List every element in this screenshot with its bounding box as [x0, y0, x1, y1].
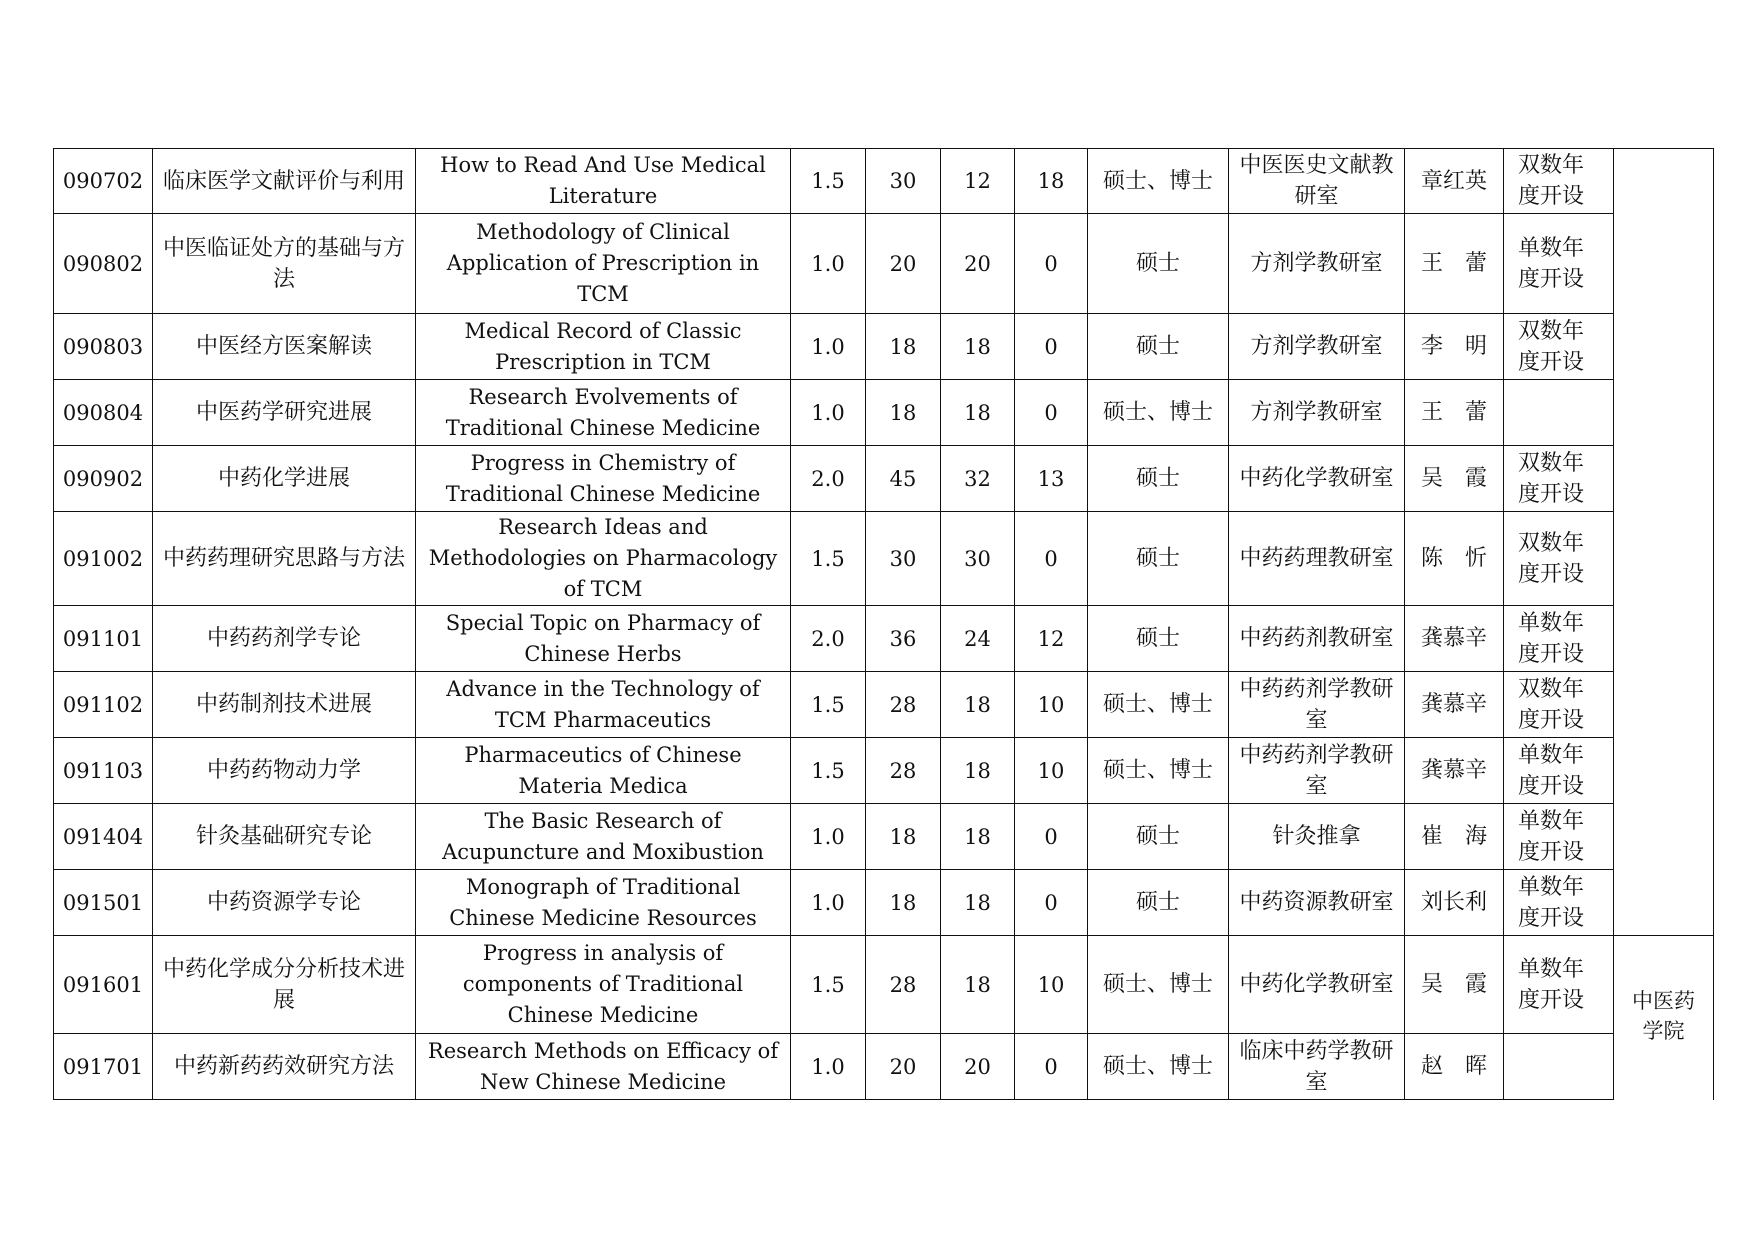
- course-code: 090902: [54, 446, 153, 512]
- course-practice-hours: 0: [1015, 380, 1088, 446]
- course-credits: 1.0: [791, 804, 866, 870]
- course-name-en: Monograph of Traditional Chinese Medicine Resources: [416, 870, 791, 936]
- course-credits: 1.0: [791, 314, 866, 380]
- course-code: 091701: [54, 1034, 153, 1100]
- course-teacher: 王 蕾: [1405, 214, 1504, 314]
- course-credits: 1.0: [791, 870, 866, 936]
- table-row: [54, 446, 1714, 512]
- course-level: 硕士、博士: [1088, 738, 1229, 804]
- course-name-en: Research Ideas and Methodologies on Pharmacology of TCM: [416, 512, 791, 606]
- course-name-en: Special Topic on Pharmacy of Chinese Herbs: [416, 606, 791, 672]
- course-practice-hours: 18: [1015, 149, 1088, 214]
- course-department: 中药化学教研室: [1229, 446, 1405, 512]
- course-credits: 1.0: [791, 1034, 866, 1100]
- course-level: 硕士: [1088, 214, 1229, 314]
- course-lecture-hours: 18: [941, 314, 1015, 380]
- course-code: 090803: [54, 314, 153, 380]
- course-teacher: 龚慕辛: [1405, 738, 1504, 804]
- course-level: 硕士: [1088, 870, 1229, 936]
- course-credits: 1.5: [791, 149, 866, 214]
- course-level: 硕士、博士: [1088, 380, 1229, 446]
- course-level: 硕士: [1088, 606, 1229, 672]
- course-schedule: 双数年度开设: [1504, 149, 1614, 214]
- course-name-cn: 中药化学进展: [153, 446, 416, 512]
- course-lecture-hours: 32: [941, 446, 1015, 512]
- course-name-cn: 临床医学文献评价与利用: [153, 149, 416, 214]
- course-practice-hours: 10: [1015, 936, 1088, 1034]
- course-code: 091501: [54, 870, 153, 936]
- course-level: 硕士: [1088, 314, 1229, 380]
- course-teacher: 龚慕辛: [1405, 606, 1504, 672]
- course-schedule: [1504, 380, 1614, 446]
- course-teacher: 陈 忻: [1405, 512, 1504, 606]
- course-teacher: 吴 霞: [1405, 446, 1504, 512]
- course-name-en: Pharmaceutics of Chinese Materia Medica: [416, 738, 791, 804]
- course-name-cn: 中药资源学专论: [153, 870, 416, 936]
- course-name-en: Research Methods on Efficacy of New Chinese Medicine: [416, 1034, 791, 1100]
- course-schedule: 单数年度开设: [1504, 738, 1614, 804]
- course-lecture-hours: 30: [941, 512, 1015, 606]
- course-name-cn: 中医药学研究进展: [153, 380, 416, 446]
- course-name-cn: 中药制剂技术进展: [153, 672, 416, 738]
- course-name-cn: 中药化学成分分析技术进展: [153, 936, 416, 1034]
- course-name-cn: 针灸基础研究专论: [153, 804, 416, 870]
- table-row: [54, 314, 1714, 380]
- course-name-cn: 中药新药药效研究方法: [153, 1034, 416, 1100]
- course-total-hours: 36: [866, 606, 941, 672]
- course-code: 090804: [54, 380, 153, 446]
- course-name-en: Advance in the Technology of TCM Pharmaceutics: [416, 672, 791, 738]
- course-schedule: 单数年度开设: [1504, 214, 1614, 314]
- course-credits: 2.0: [791, 446, 866, 512]
- course-schedule: [1504, 1034, 1614, 1100]
- course-total-hours: 20: [866, 1034, 941, 1100]
- course-lecture-hours: 24: [941, 606, 1015, 672]
- course-department: 方剂学教研室: [1229, 314, 1405, 380]
- course-lecture-hours: 18: [941, 804, 1015, 870]
- course-credits: 1.5: [791, 936, 866, 1034]
- course-level: 硕士: [1088, 512, 1229, 606]
- course-schedule: 单数年度开设: [1504, 606, 1614, 672]
- course-department: 中药资源教研室: [1229, 870, 1405, 936]
- course-total-hours: 28: [866, 672, 941, 738]
- course-credits: 1.0: [791, 214, 866, 314]
- table-row: [54, 512, 1714, 606]
- table-row: [54, 149, 1714, 214]
- course-level: 硕士、博士: [1088, 1034, 1229, 1100]
- table-row: [54, 1034, 1714, 1100]
- course-teacher: 赵 晖: [1405, 1034, 1504, 1100]
- course-lecture-hours: 20: [941, 1034, 1015, 1100]
- course-credits: 2.0: [791, 606, 866, 672]
- course-lecture-hours: 18: [941, 738, 1015, 804]
- course-department: 中药药剂教研室: [1229, 606, 1405, 672]
- course-total-hours: 18: [866, 380, 941, 446]
- course-name-en: Methodology of Clinical Application of Prescription in TCM: [416, 214, 791, 314]
- course-department: 方剂学教研室: [1229, 214, 1405, 314]
- course-practice-hours: 0: [1015, 870, 1088, 936]
- course-code: 091103: [54, 738, 153, 804]
- course-name-cn: 中药药理研究思路与方法: [153, 512, 416, 606]
- course-credits: 1.5: [791, 672, 866, 738]
- course-lecture-hours: 18: [941, 672, 1015, 738]
- course-total-hours: 45: [866, 446, 941, 512]
- course-code: 091404: [54, 804, 153, 870]
- course-department: 中药药剂学教研室: [1229, 738, 1405, 804]
- course-teacher: 王 蕾: [1405, 380, 1504, 446]
- course-practice-hours: 13: [1015, 446, 1088, 512]
- course-name-cn: 中药药剂学专论: [153, 606, 416, 672]
- course-lecture-hours: 20: [941, 214, 1015, 314]
- course-total-hours: 20: [866, 214, 941, 314]
- course-teacher: 章红英: [1405, 149, 1504, 214]
- course-level: 硕士、博士: [1088, 149, 1229, 214]
- course-name-en: The Basic Research of Acupuncture and Moxibustion: [416, 804, 791, 870]
- course-teacher: 刘长利: [1405, 870, 1504, 936]
- course-teacher: 吴 霞: [1405, 936, 1504, 1034]
- course-name-cn: 中药药物动力学: [153, 738, 416, 804]
- course-credits: 1.5: [791, 738, 866, 804]
- table-row: [54, 738, 1714, 804]
- course-department: 中药药剂学教研室: [1229, 672, 1405, 738]
- course-level: 硕士、博士: [1088, 936, 1229, 1034]
- course-practice-hours: 0: [1015, 804, 1088, 870]
- course-practice-hours: 0: [1015, 314, 1088, 380]
- course-name-en: Progress in analysis of components of Traditional Chinese Medicine: [416, 936, 791, 1034]
- course-name-en: How to Read And Use Medical Literature: [416, 149, 791, 214]
- table-row: [54, 870, 1714, 936]
- course-total-hours: 18: [866, 314, 941, 380]
- course-schedule: 双数年度开设: [1504, 314, 1614, 380]
- course-name-cn: 中医临证处方的基础与方法: [153, 214, 416, 314]
- course-practice-hours: 0: [1015, 214, 1088, 314]
- college-cell: [1614, 936, 1714, 1100]
- course-total-hours: 30: [866, 149, 941, 214]
- table-row: [54, 214, 1714, 314]
- course-teacher: 李 明: [1405, 314, 1504, 380]
- course-lecture-hours: 18: [941, 380, 1015, 446]
- course-schedule: 双数年度开设: [1504, 672, 1614, 738]
- course-practice-hours: 0: [1015, 1034, 1088, 1100]
- table-row: [54, 380, 1714, 446]
- course-lecture-hours: 12: [941, 149, 1015, 214]
- course-teacher: 龚慕辛: [1405, 672, 1504, 738]
- table-row: [54, 936, 1714, 1034]
- course-level: 硕士、博士: [1088, 672, 1229, 738]
- course-level: 硕士: [1088, 446, 1229, 512]
- course-schedule: 双数年度开设: [1504, 446, 1614, 512]
- course-credits: 1.5: [791, 512, 866, 606]
- course-name-en: Progress in Chemistry of Traditional Chinese Medicine: [416, 446, 791, 512]
- table-row: [54, 672, 1714, 738]
- course-code: 091601: [54, 936, 153, 1034]
- course-total-hours: 28: [866, 738, 941, 804]
- course-total-hours: 30: [866, 512, 941, 606]
- course-name-en: Research Evolvements of Traditional Chinese Medicine: [416, 380, 791, 446]
- college-cell-upper: [1614, 149, 1714, 936]
- course-name-en: Medical Record of Classic Prescription in TCM: [416, 314, 791, 380]
- course-department: 中医医史文献教研室: [1229, 149, 1405, 214]
- course-code: 091002: [54, 512, 153, 606]
- course-total-hours: 18: [866, 804, 941, 870]
- course-schedule: 单数年度开设: [1504, 870, 1614, 936]
- course-credits: 1.0: [791, 380, 866, 446]
- course-schedule: 双数年度开设: [1504, 512, 1614, 606]
- course-schedule: 单数年度开设: [1504, 804, 1614, 870]
- course-total-hours: 28: [866, 936, 941, 1034]
- course-code: 090702: [54, 149, 153, 214]
- course-name-cn: 中医经方医案解读: [153, 314, 416, 380]
- course-practice-hours: 12: [1015, 606, 1088, 672]
- course-practice-hours: 0: [1015, 512, 1088, 606]
- course-code: 091102: [54, 672, 153, 738]
- course-lecture-hours: 18: [941, 936, 1015, 1034]
- college-label: 中医药学院: [1632, 989, 1695, 1043]
- course-schedule: 单数年度开设: [1504, 936, 1614, 1034]
- course-department: 针灸推拿: [1229, 804, 1405, 870]
- course-department: 中药药理教研室: [1229, 512, 1405, 606]
- course-table-page: [53, 148, 1713, 1095]
- course-code: 090802: [54, 214, 153, 314]
- course-department: 方剂学教研室: [1229, 380, 1405, 446]
- course-department: 临床中药学教研室: [1229, 1034, 1405, 1100]
- course-practice-hours: 10: [1015, 672, 1088, 738]
- course-level: 硕士: [1088, 804, 1229, 870]
- course-department: 中药化学教研室: [1229, 936, 1405, 1034]
- table-row: [54, 804, 1714, 870]
- course-code: 091101: [54, 606, 153, 672]
- course-teacher: 崔 海: [1405, 804, 1504, 870]
- course-total-hours: 18: [866, 870, 941, 936]
- course-practice-hours: 10: [1015, 738, 1088, 804]
- course-table: [53, 148, 1714, 1100]
- table-row: [54, 606, 1714, 672]
- course-lecture-hours: 18: [941, 870, 1015, 936]
